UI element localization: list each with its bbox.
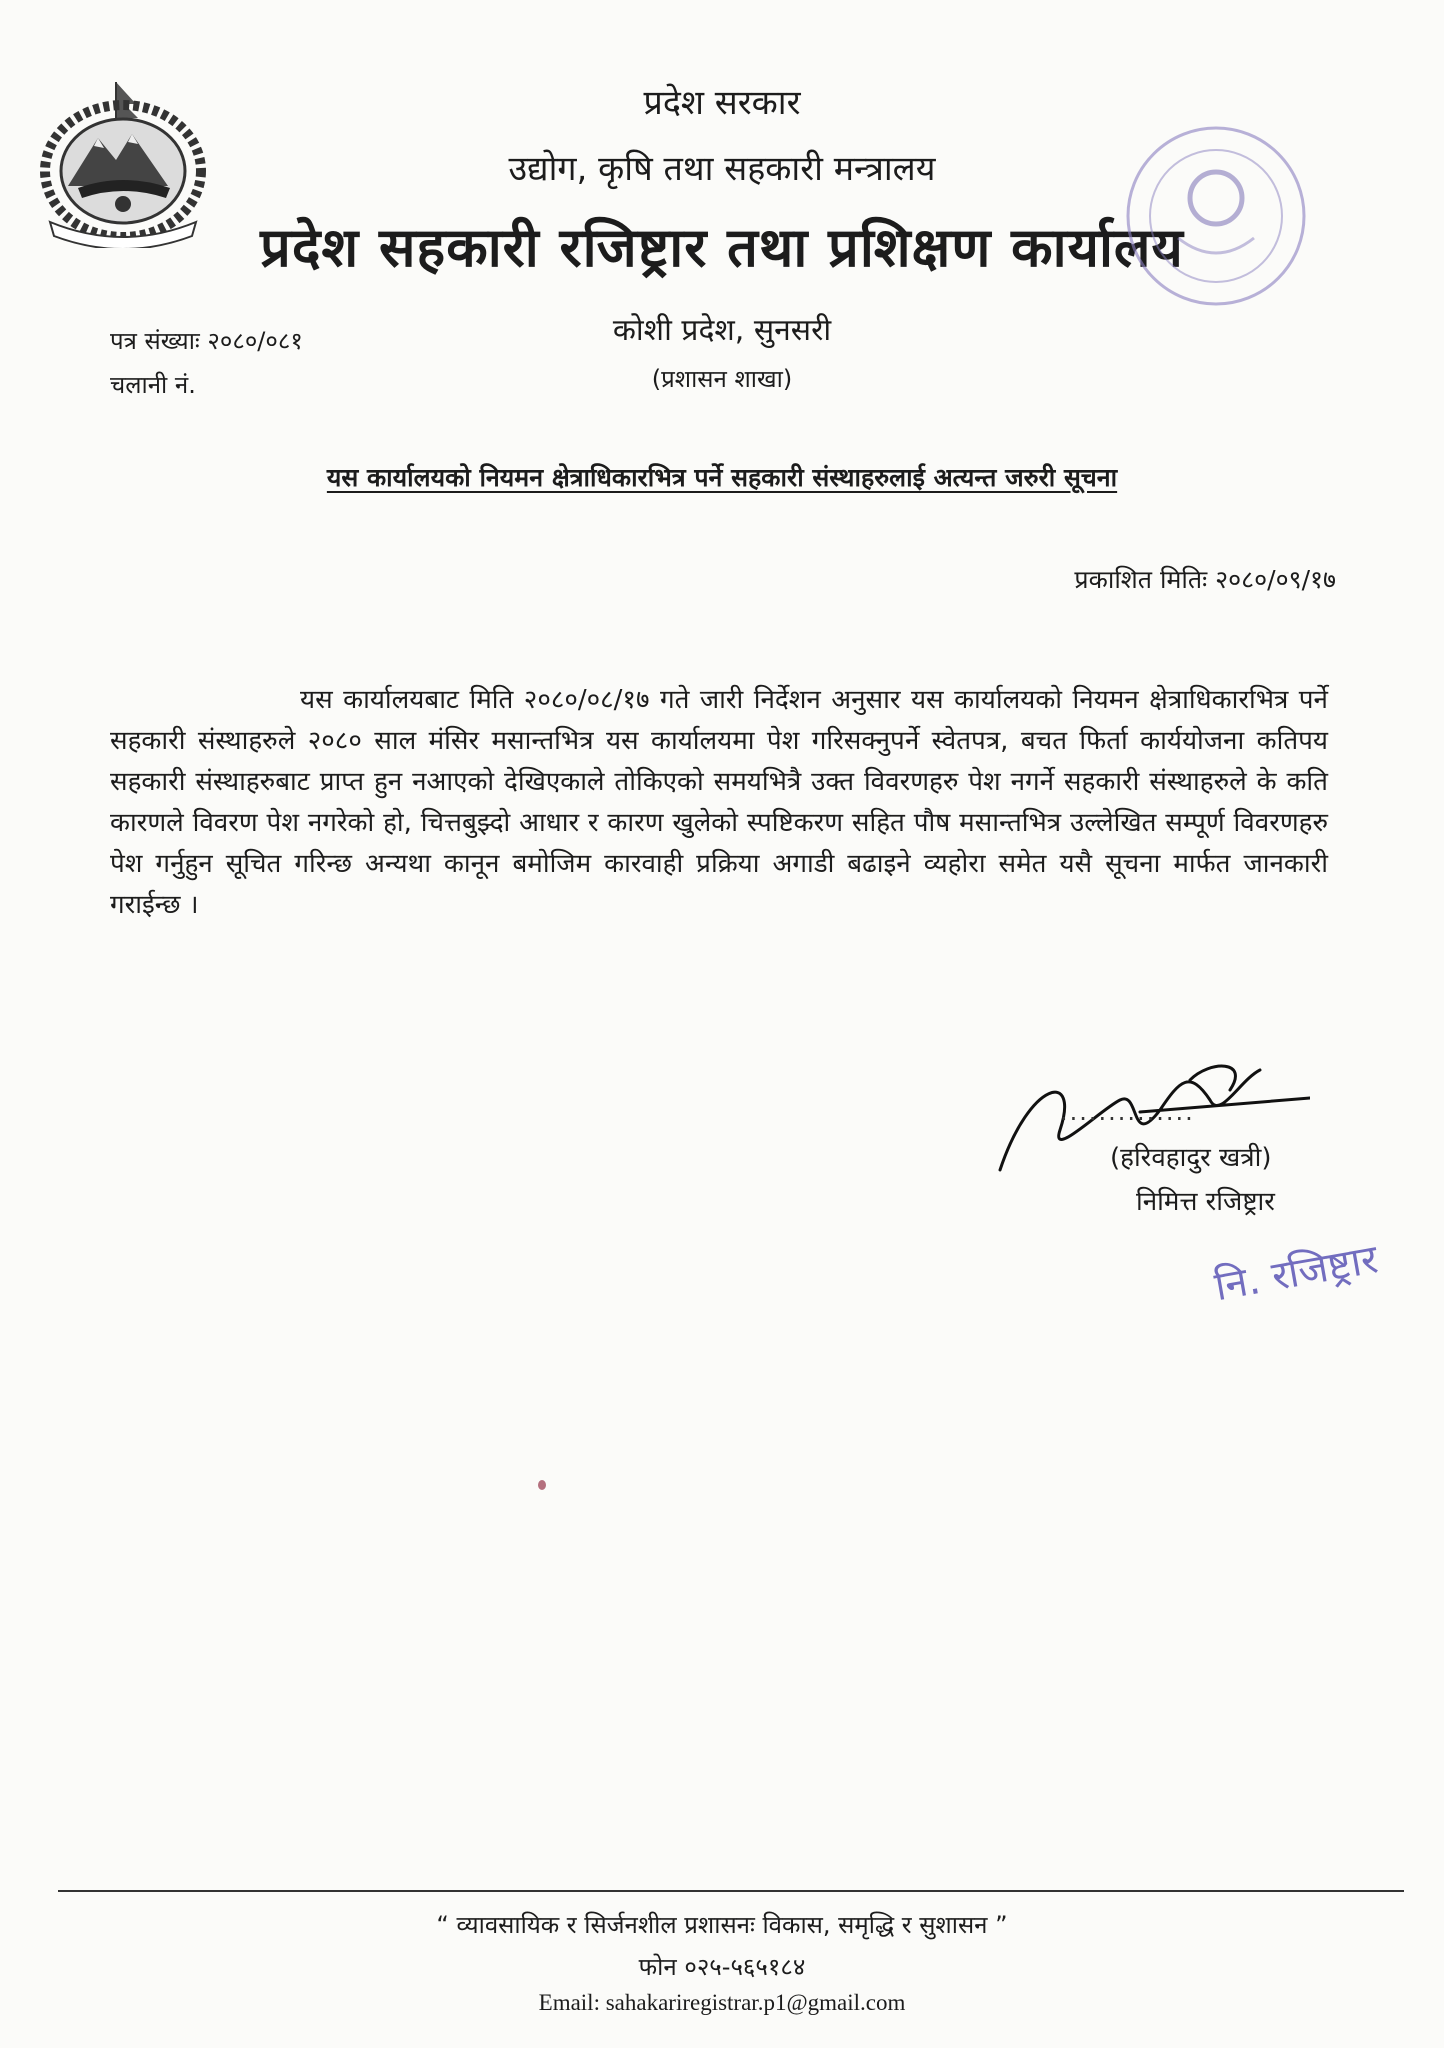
ministry-title: उद्योग, कृषि तथा सहकारी मन्त्रालय <box>508 149 936 189</box>
footer-divider <box>58 1890 1404 1892</box>
office-branch: (प्रशासन शाखा) <box>651 365 793 393</box>
footer-motto: “ व्यावसायिक र सिर्जनशील प्रशासनः विकास, समृद्धि र सुशासन ” <box>436 1911 1008 1939</box>
footer-email: Email: sahakariregistrar.p1@gmail.com <box>538 1990 906 2015</box>
office-location: कोशी प्रदेश, सुनसरी <box>612 313 832 348</box>
notice-subject: यस कार्यालयको नियमन क्षेत्राधिकारभित्र पर्ने सहकारी संस्थाहरुलाई अत्यन्त जरुरी सूचना <box>326 463 1118 492</box>
office-title: प्रदेश सहकारी रजिष्ट्रार तथा प्रशिक्षण कार्यालय <box>260 216 1184 279</box>
signatory-designation: निमित्त रजिष्ट्रार <box>1136 1187 1275 1217</box>
signature-line: .............. <box>1060 1098 1195 1126</box>
footer-phone: फोन ०२५-५६५१८४ <box>638 1953 806 1981</box>
dispatch-number: चलानी नं. <box>110 371 196 399</box>
signatory-name: (हरिवहादुर खत्री) <box>1110 1143 1272 1173</box>
government-title: प्रदेश सरकार <box>643 83 801 123</box>
published-date: प्रकाशित मितिः २०८०/०९/१७ <box>1074 565 1336 594</box>
ink-spot <box>538 1480 546 1490</box>
notice-body: यस कार्यालयबाट मिति २०८०/०८/१७ गते जारी निर्देशन अनुसार यस कार्यालयको नियमन क्षेत्राधिकारभित्र पर्ने सहकारी संस्थाहरुले २०८० साल मंसिर मसान्तभित्र यस कार्यालयमा पेश गरिसक्नुपर्ने स्वेतपत्र, बचत फिर्ता कार्ययोजना कतिपय सहकारी संस्थाहरुबाट प्राप्त हुन नआएको देखिएकाले तोकिएको समयभित्रै उक्त विवरणहरु पेश नगर्ने सहकारी संस्थाहरुले के कति कारणले विवरण पेश नगरेको हो, चित्तबुझ्दो आधार र कारण खुलेको स्पष्टिकरण सहित पौष मसान्तभित्र उल्लेखित सम्पूर्ण विवरणहरु पेश गर्नुहुन सूचित गरिन्छ अन्यथा कानून बमोजिम कारवाही प्रक्रिया अगाडी बढाइने व्यहोरा समेत यसै सूचना मार्फत जानकारी गराईन्छ । <box>110 685 1328 920</box>
letter-number: पत्र संख्याः २०८०/०८१ <box>110 327 303 355</box>
office-stamp-icon <box>1118 118 1314 314</box>
registrar-stamp: नि. रजिष्ट्रार <box>1211 1236 1382 1311</box>
